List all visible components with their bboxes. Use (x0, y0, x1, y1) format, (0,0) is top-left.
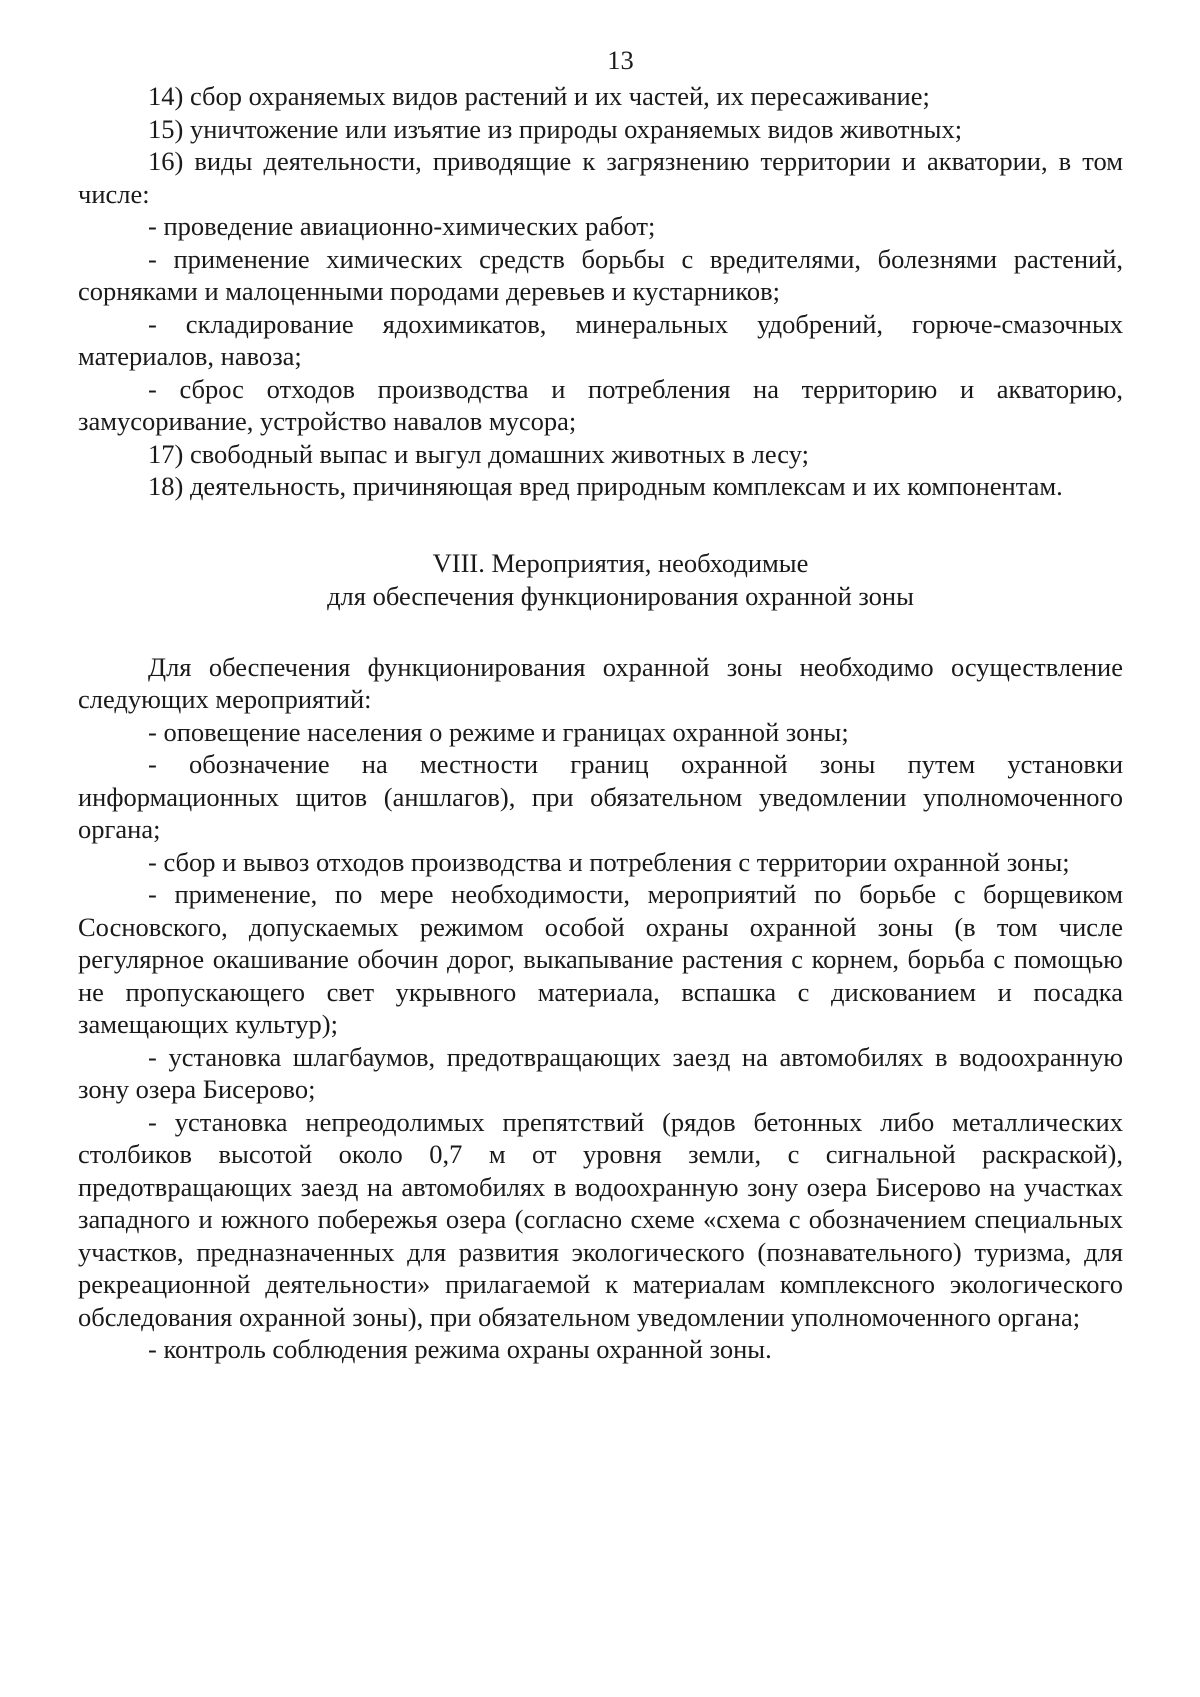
section-heading (78, 547, 1123, 613)
list-item: - сброс отходов производства и потребления на территорию и акваторию, замусоривание, устройство навалов мусора; (78, 373, 1123, 436)
list-item: - контроль соблюдения режима охраны охранной зоны. (148, 1334, 772, 1364)
page-number: 13 (607, 45, 634, 75)
list-item: - оповещение населения о режиме и границах охранной зоны; (148, 716, 849, 747)
list-item: - обозначение на местности границ охранной зоны путем установки информационных щитов (аншлагов), при обязательном уведомлении уполномоченного органа; (78, 749, 1123, 844)
document-page (78, 40, 1123, 1366)
section-heading-line: VIII. Мероприятия, необходимые (432, 547, 809, 578)
list-item: - складирование ядохимикатов, минеральных удобрений, горюче-смазочных материалов, навоза; (78, 308, 1123, 371)
measures-list (78, 651, 1123, 1366)
list-item: 18) деятельность, причиняющая вред природным комплексам и их компонентам. (148, 471, 1063, 501)
list-item: 17) свободный выпас и выгул домашних животных в лесу; (148, 438, 809, 469)
list-item: - применение химических средств борьбы с вредителями, болезнями растений, сорняками и малоценными породами деревьев и кустарников; (78, 243, 1123, 306)
list-item: - установка непреодолимых препятствий (рядов бетонных либо металлических столбиков высотой около 0,7 м от уровня земли, с сигнальной раскраской), предотвращающих заезд на автомобилях в водоохранную зону озера Бисерово на участках западного и южного побережья озера (согласно схеме «схема с обозначением специальных участков, предназначенных для развития экологического (познавательного) туризма, для рекреационной деятельности» прилагаемой к материалам комплексного экологического обследования охранной зоны), при обязательном уведомлении уполномоченного органа; (78, 1106, 1123, 1332)
paragraph: Для обеспечения функционирования охранной зоны необходимо осуществление следующих мероприятий: (78, 651, 1123, 714)
list-item: - применение, по мере необходимости, мероприятий по борьбе с борщевиком Сосновского, допускаемых режимом особой охраны охранной зоны (в том числе регулярное окашивание обочин дорог, выкапывание растения с корнем, борьба с помощью не пропускающего свет укрывного материала, вспашка с дискованием и посадка замещающих культур); (78, 879, 1123, 1039)
section-heading-line: для обеспечения функционирования охранной зоны (327, 580, 914, 611)
list-item: - установка шлагбаумов, предотвращающих заезд на автомобилях в водоохранную зону озера Бисерово; (78, 1041, 1123, 1104)
list-item: - проведение авиационно-химических работ; (148, 211, 656, 241)
list-item: 15) уничтожение или изъятие из природы охраняемых видов животных; (148, 113, 963, 144)
list-item: 14) сбор охраняемых видов растений и их частей, их пересаживание; (148, 81, 930, 111)
list-item: - сбор и вывоз отходов производства и потребления с территории охранной зоны; (148, 846, 1070, 877)
prohibited-activities-list (78, 80, 1123, 503)
list-item: 16) виды деятельности, приводящие к загрязнению территории и акватории, в том числе: (78, 146, 1123, 209)
